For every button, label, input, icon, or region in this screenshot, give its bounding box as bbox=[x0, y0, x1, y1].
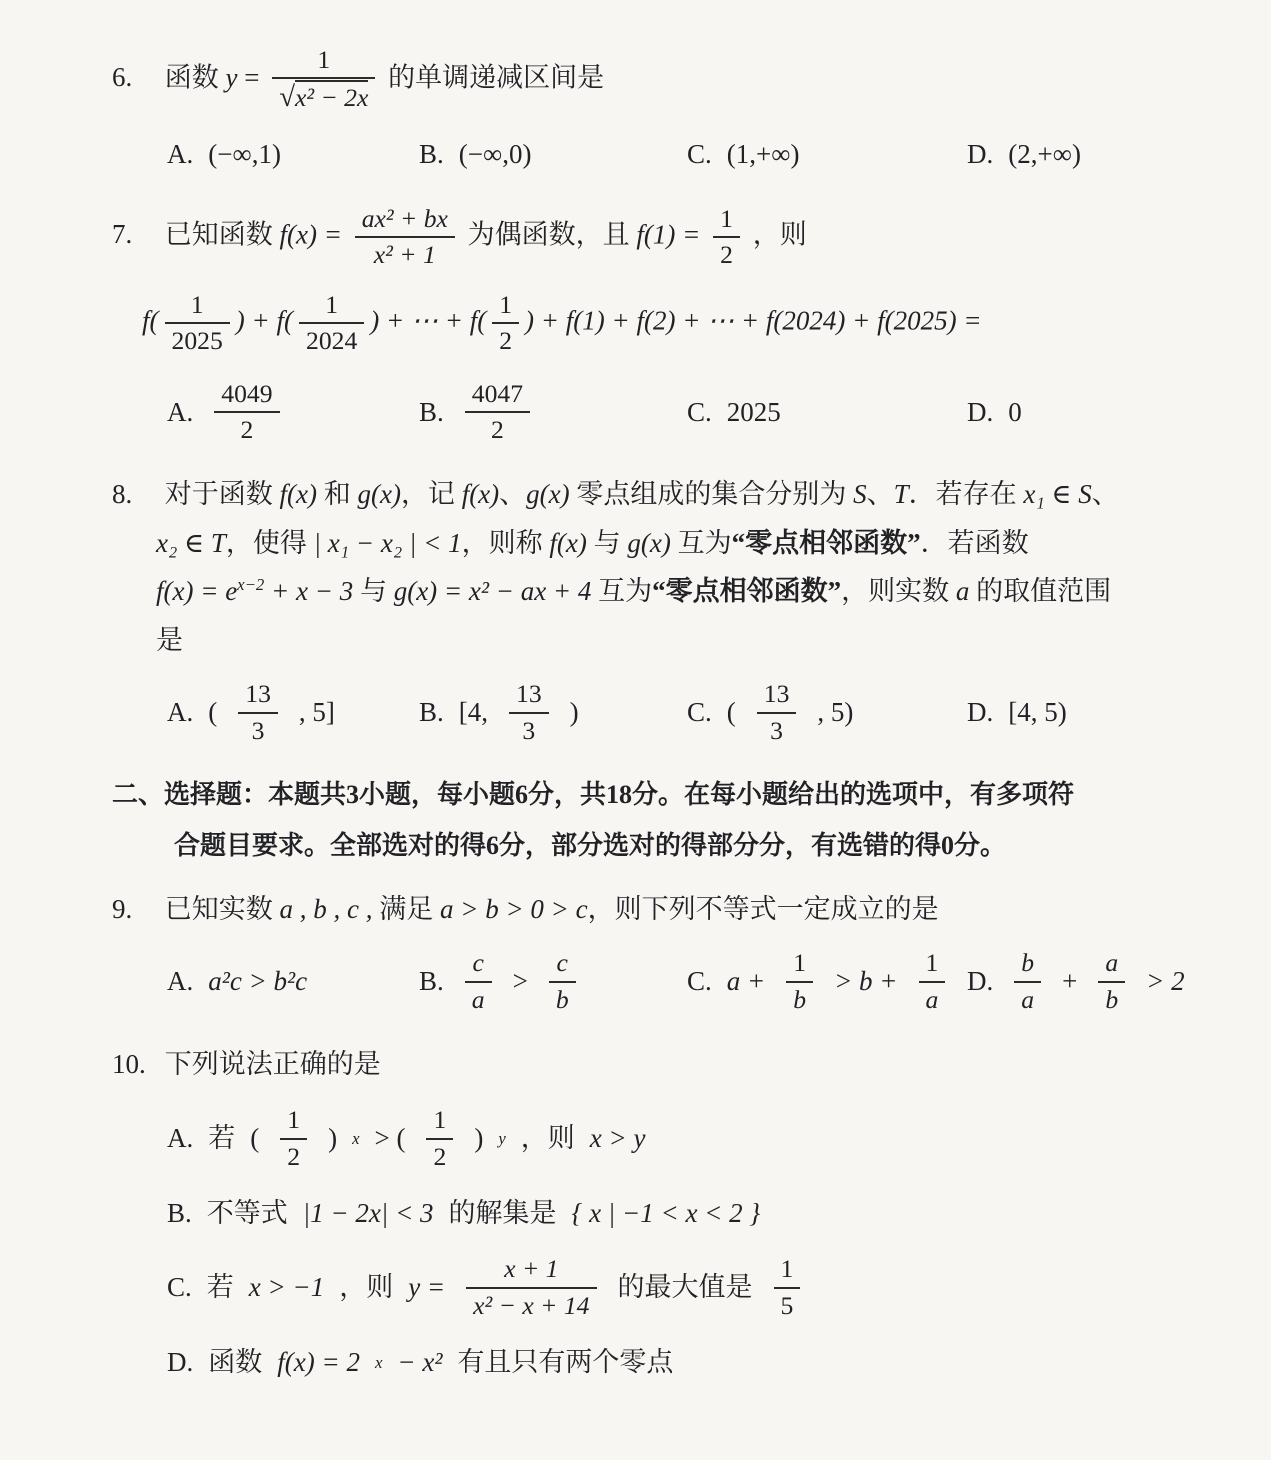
q8-text: ．若函数 bbox=[920, 527, 1029, 558]
q8-text: ，则称 bbox=[461, 527, 543, 558]
fraction-denominator: 5 bbox=[774, 1287, 801, 1321]
option-label: B. bbox=[419, 697, 444, 728]
fraction-denominator bbox=[272, 77, 375, 115]
option-label: C. bbox=[687, 396, 712, 427]
fraction-denominator: b bbox=[786, 981, 813, 1015]
fraction-denominator: b bbox=[1098, 981, 1125, 1015]
q9-text: 已知实数 bbox=[164, 893, 273, 924]
q8-math: | x₁ − x₂ | < 1 bbox=[313, 527, 462, 558]
q8-math: + x − 3 bbox=[271, 576, 354, 607]
option-label: C. bbox=[167, 1272, 192, 1303]
option-fraction bbox=[757, 679, 797, 746]
q8-math: a bbox=[955, 576, 970, 607]
option-label: D. bbox=[967, 966, 994, 997]
fraction-numerator: 1 bbox=[433, 1105, 447, 1135]
option-label: C. bbox=[687, 139, 712, 170]
option-post: , 5) bbox=[817, 697, 854, 728]
q9-number: 9. bbox=[112, 893, 133, 924]
fraction-denominator: 2 bbox=[214, 411, 279, 445]
option-value: (−∞,0) bbox=[458, 139, 532, 170]
q8-line-1 bbox=[112, 474, 1181, 515]
q8-text: ，则实数 bbox=[841, 576, 950, 607]
q8-math: g(x) bbox=[627, 527, 671, 558]
option-math: { x | −1 < x < 2 } bbox=[571, 1197, 761, 1228]
q6-stem bbox=[112, 42, 1181, 118]
q7-fx: f(x) = bbox=[279, 219, 342, 250]
q8-option-a bbox=[167, 676, 419, 749]
option-text: 的解集是 bbox=[448, 1197, 557, 1228]
exponent: y bbox=[498, 1129, 506, 1149]
q6-options bbox=[112, 134, 1181, 175]
option-math: − x² bbox=[397, 1346, 443, 1377]
option-pre: ( bbox=[208, 697, 218, 728]
fraction-denominator: 2 bbox=[465, 411, 530, 445]
q8-math: g(x) bbox=[357, 479, 401, 510]
fraction-numerator: 13 bbox=[763, 679, 790, 709]
fraction-denominator: 3 bbox=[757, 712, 797, 746]
q7-options bbox=[112, 376, 1181, 449]
fraction-numerator: 1 bbox=[925, 948, 939, 978]
option-label: A. bbox=[167, 396, 194, 427]
q7-option-c bbox=[687, 392, 967, 433]
sum-segment: ) + f( bbox=[235, 305, 293, 336]
q8-math: g(x) = x² − ax + 4 bbox=[393, 576, 592, 607]
q8-text: 、 bbox=[1091, 479, 1119, 510]
fraction-numerator: x + 1 bbox=[504, 1254, 559, 1284]
q9-option-c bbox=[687, 945, 967, 1018]
option-label: D. bbox=[967, 396, 994, 427]
option-fraction bbox=[465, 948, 492, 1015]
option-text: 若 bbox=[206, 1272, 234, 1303]
section-2-line-2 bbox=[112, 826, 1181, 865]
option-fraction bbox=[1098, 948, 1125, 1015]
q8-text: ．若存在 bbox=[908, 479, 1017, 510]
q8-math: f(x) bbox=[461, 479, 500, 510]
q10-option-b bbox=[112, 1193, 1181, 1234]
question-8 bbox=[112, 474, 1181, 749]
sum-segment: ) + f(1) + f(2) + ⋯ + f(2024) + f(2025) = bbox=[525, 305, 982, 336]
q8-text: 互为 bbox=[598, 576, 653, 607]
sum-fraction-2 bbox=[299, 290, 364, 357]
fraction-denominator: 2 bbox=[713, 236, 740, 270]
option-text: ，则 bbox=[520, 1123, 575, 1154]
option-value: 2025 bbox=[726, 396, 781, 427]
option-math: |1 − 2x| < 3 bbox=[302, 1197, 434, 1228]
q7-option-b bbox=[419, 376, 687, 449]
sum-segment: ) + ⋯ + f( bbox=[370, 305, 487, 336]
q10-number: 10. bbox=[112, 1048, 146, 1079]
sum-segment: f( bbox=[142, 305, 159, 336]
fraction-numerator: 1 bbox=[720, 203, 733, 233]
q7-option-d bbox=[967, 392, 1181, 433]
fraction-numerator: 1 bbox=[317, 45, 331, 74]
option-value: (−∞,1) bbox=[208, 139, 281, 170]
option-label: C. bbox=[687, 966, 712, 997]
fraction-numerator: 1 bbox=[793, 948, 807, 978]
q6-option-c bbox=[687, 134, 967, 175]
q7-option-a bbox=[167, 376, 419, 449]
sqrt-radical-icon: √ bbox=[279, 81, 295, 114]
q7-text-pre: 已知函数 bbox=[164, 219, 273, 250]
q8-math: x₂ ∈ T bbox=[156, 527, 226, 558]
q10-option-a bbox=[112, 1102, 1181, 1175]
fraction-denominator: b bbox=[549, 981, 576, 1015]
q8-text: 零点组成的集合分别为 bbox=[576, 479, 847, 510]
q8-exponent: x−2 bbox=[237, 575, 265, 595]
paren-close: ) bbox=[474, 1123, 484, 1154]
option-fraction bbox=[786, 948, 813, 1015]
option-value: 0 bbox=[1008, 396, 1022, 427]
option-relation: > b + bbox=[834, 966, 898, 997]
fraction-numerator: b bbox=[1021, 948, 1035, 978]
option-fraction bbox=[280, 1105, 307, 1172]
option-text: 的最大值是 bbox=[617, 1272, 753, 1303]
fraction-numerator: 1 bbox=[287, 1105, 301, 1135]
option-fraction bbox=[465, 379, 530, 446]
q8-quoted-term: “零点相邻函数” bbox=[652, 576, 842, 607]
fraction-denominator: x² + 1 bbox=[355, 236, 455, 270]
option-label: B. bbox=[419, 139, 444, 170]
q10-option-d bbox=[112, 1342, 1181, 1383]
fraction-denominator: 3 bbox=[509, 712, 549, 746]
q8-number: 8. bbox=[112, 479, 133, 510]
option-math: y = bbox=[408, 1272, 446, 1303]
q8-math: T bbox=[893, 479, 909, 510]
q8-text: 是 bbox=[156, 624, 183, 655]
option-fraction bbox=[549, 948, 576, 1015]
q8-math: S bbox=[853, 479, 867, 510]
q8-text: 和 bbox=[323, 479, 351, 510]
q8-text: 与 bbox=[593, 527, 621, 558]
option-label: A. bbox=[167, 139, 194, 170]
q9-stem bbox=[112, 889, 1181, 930]
option-math: f(x) = 2 bbox=[277, 1346, 360, 1377]
question-6 bbox=[112, 42, 1181, 175]
q8-text: ，记 bbox=[400, 479, 455, 510]
option-fraction bbox=[919, 948, 946, 1015]
option-text: 不等式 bbox=[206, 1197, 288, 1228]
q7-text-post: ，则 bbox=[752, 219, 807, 250]
exponent: x bbox=[352, 1129, 360, 1149]
fraction-denominator: a bbox=[919, 981, 946, 1015]
q6-option-b bbox=[419, 134, 687, 175]
option-value: (2,+∞) bbox=[1008, 139, 1081, 170]
sqrt-radicand: x² − 2x bbox=[295, 80, 368, 112]
q8-text: 的取值范围 bbox=[976, 576, 1112, 607]
fraction-denominator: 2 bbox=[280, 1138, 307, 1172]
q6-fraction bbox=[272, 45, 375, 115]
fraction-numerator: ax² + bx bbox=[361, 203, 448, 233]
q9-text: 满足 bbox=[379, 893, 434, 924]
option-relation: > bbox=[512, 966, 528, 997]
q7-sum-line bbox=[112, 287, 1181, 360]
option-value: [4, 5) bbox=[1008, 697, 1067, 728]
q6-equals: = bbox=[244, 62, 260, 93]
q7-stem bbox=[112, 201, 1181, 274]
fraction-numerator: c bbox=[556, 948, 568, 978]
q7-fraction-1 bbox=[355, 204, 455, 271]
q8-math: f(x) bbox=[279, 479, 317, 510]
fraction-numerator: 13 bbox=[516, 679, 542, 709]
q10-text: 下列说法正确的是 bbox=[164, 1048, 381, 1079]
option-post: , 5] bbox=[298, 697, 335, 728]
q9-math: a > b > 0 > c bbox=[439, 893, 588, 924]
q9-text: ，则下列不等式一定成立的是 bbox=[587, 893, 939, 924]
q8-line-4 bbox=[112, 620, 1181, 661]
question-9 bbox=[112, 889, 1185, 1018]
option-relation: + bbox=[1062, 966, 1078, 997]
fraction-numerator: 1 bbox=[780, 1254, 794, 1284]
q7-number: 7. bbox=[112, 219, 133, 250]
q10-stem bbox=[112, 1044, 1181, 1085]
fraction-denominator: 2025 bbox=[165, 322, 230, 356]
q6-option-a bbox=[167, 134, 419, 175]
q8-options bbox=[112, 676, 1181, 749]
fraction-denominator: 2 bbox=[426, 1138, 453, 1172]
section-2-header bbox=[112, 775, 1181, 865]
q8-text: 与 bbox=[359, 576, 387, 607]
q6-number: 6. bbox=[112, 62, 133, 93]
option-label: B. bbox=[419, 966, 444, 997]
fraction-denominator: 3 bbox=[238, 712, 278, 746]
sum-fraction-1 bbox=[165, 290, 230, 357]
fraction-numerator: 1 bbox=[190, 290, 204, 320]
option-label: D. bbox=[967, 139, 994, 170]
fraction-denominator: a bbox=[465, 981, 492, 1015]
option-pre: a + bbox=[726, 966, 766, 997]
fraction-numerator: 4049 bbox=[221, 378, 273, 408]
q6-text-pre: 函数 bbox=[164, 62, 219, 93]
option-label: A. bbox=[167, 1123, 194, 1154]
paren-close: ) bbox=[328, 1123, 338, 1154]
q6-var-y: y bbox=[225, 62, 238, 93]
q8-option-c bbox=[687, 676, 967, 749]
option-fraction bbox=[1014, 948, 1041, 1015]
q7-f1: f(1) = bbox=[636, 219, 701, 250]
option-label: A. bbox=[167, 966, 194, 997]
option-label: C. bbox=[687, 697, 712, 728]
fraction-denominator: a bbox=[1014, 981, 1041, 1015]
q8-line-2 bbox=[112, 523, 1181, 564]
q7-fraction-2 bbox=[713, 204, 740, 271]
option-fraction bbox=[509, 679, 549, 746]
option-pre: [4, bbox=[458, 697, 489, 728]
q8-option-b bbox=[419, 676, 687, 749]
question-7 bbox=[112, 201, 1181, 449]
option-text: 函数 bbox=[208, 1346, 263, 1377]
q6-option-d bbox=[967, 134, 1181, 175]
option-label: D. bbox=[167, 1346, 194, 1377]
option-post: ) bbox=[569, 697, 579, 728]
q9-option-b bbox=[419, 945, 687, 1018]
q9-option-d bbox=[967, 945, 1185, 1018]
fraction-numerator: c bbox=[472, 948, 484, 978]
q8-option-d bbox=[967, 692, 1181, 733]
q8-text: 互为 bbox=[677, 527, 732, 558]
q8-math: f(x) bbox=[549, 527, 587, 558]
option-value: (1,+∞) bbox=[726, 139, 800, 170]
option-math: x > y bbox=[589, 1123, 646, 1154]
option-text: 有且只有两个零点 bbox=[457, 1346, 674, 1377]
sum-fraction-3 bbox=[492, 290, 519, 357]
q7-text-mid: 为偶函数，且 bbox=[467, 219, 630, 250]
option-relation: > ( bbox=[374, 1123, 406, 1154]
q9-options bbox=[112, 945, 1185, 1018]
q8-line-3 bbox=[112, 571, 1181, 612]
option-text: 若 bbox=[208, 1123, 236, 1154]
fraction-denominator: 2 bbox=[492, 322, 519, 356]
option-math: x > −1 bbox=[248, 1272, 325, 1303]
option-label: A. bbox=[167, 697, 194, 728]
q8-text: ，使得 bbox=[225, 527, 307, 558]
option-fraction bbox=[774, 1254, 801, 1321]
q8-math: f(x) = e bbox=[156, 576, 238, 607]
fraction-denominator: 2024 bbox=[299, 322, 364, 356]
option-label: B. bbox=[419, 396, 444, 427]
q10-option-c bbox=[112, 1251, 1181, 1324]
option-label: D. bbox=[967, 697, 994, 728]
option-label: B. bbox=[167, 1197, 192, 1228]
q9-option-a bbox=[167, 961, 419, 1002]
q8-text: 、 bbox=[499, 479, 527, 510]
option-post: > 2 bbox=[1146, 966, 1185, 997]
section-header-text: 二、选择题：本题共3小题，每小题6分，共18分。在每小题给出的选项中，有多项符 bbox=[112, 779, 1075, 809]
q9-math: a , b , c , bbox=[279, 893, 373, 924]
fraction-denominator: x² − x + 14 bbox=[466, 1287, 596, 1321]
option-text: ，则 bbox=[339, 1272, 394, 1303]
option-pre: ( bbox=[726, 697, 736, 728]
q6-text-post: 的单调递减区间是 bbox=[388, 62, 605, 93]
exponent: x bbox=[374, 1352, 383, 1372]
option-fraction bbox=[426, 1105, 453, 1172]
fraction-numerator: 4047 bbox=[471, 378, 524, 408]
section-header-text: 合题目要求。全部选对的得6分，部分选对的得部分分，有选错的得0分。 bbox=[174, 830, 1007, 860]
option-value: a²c > b²c bbox=[208, 966, 308, 997]
paren-open: ( bbox=[250, 1123, 260, 1154]
fraction-numerator: 1 bbox=[499, 290, 513, 320]
fraction-numerator: a bbox=[1105, 948, 1119, 978]
q8-text: 、 bbox=[866, 479, 894, 510]
question-10 bbox=[112, 1044, 1181, 1383]
q8-math: g(x) bbox=[526, 479, 570, 510]
q8-text: 对于函数 bbox=[164, 479, 273, 510]
option-fraction bbox=[238, 679, 278, 746]
fraction-numerator: 13 bbox=[245, 679, 271, 709]
option-fraction bbox=[466, 1254, 596, 1321]
q8-quoted-term: “零点相邻函数” bbox=[731, 527, 921, 558]
fraction-numerator: 1 bbox=[325, 290, 339, 320]
q8-math: x₁ ∈ S bbox=[1023, 479, 1092, 510]
section-2-line-1 bbox=[112, 775, 1181, 814]
option-fraction bbox=[214, 379, 279, 446]
